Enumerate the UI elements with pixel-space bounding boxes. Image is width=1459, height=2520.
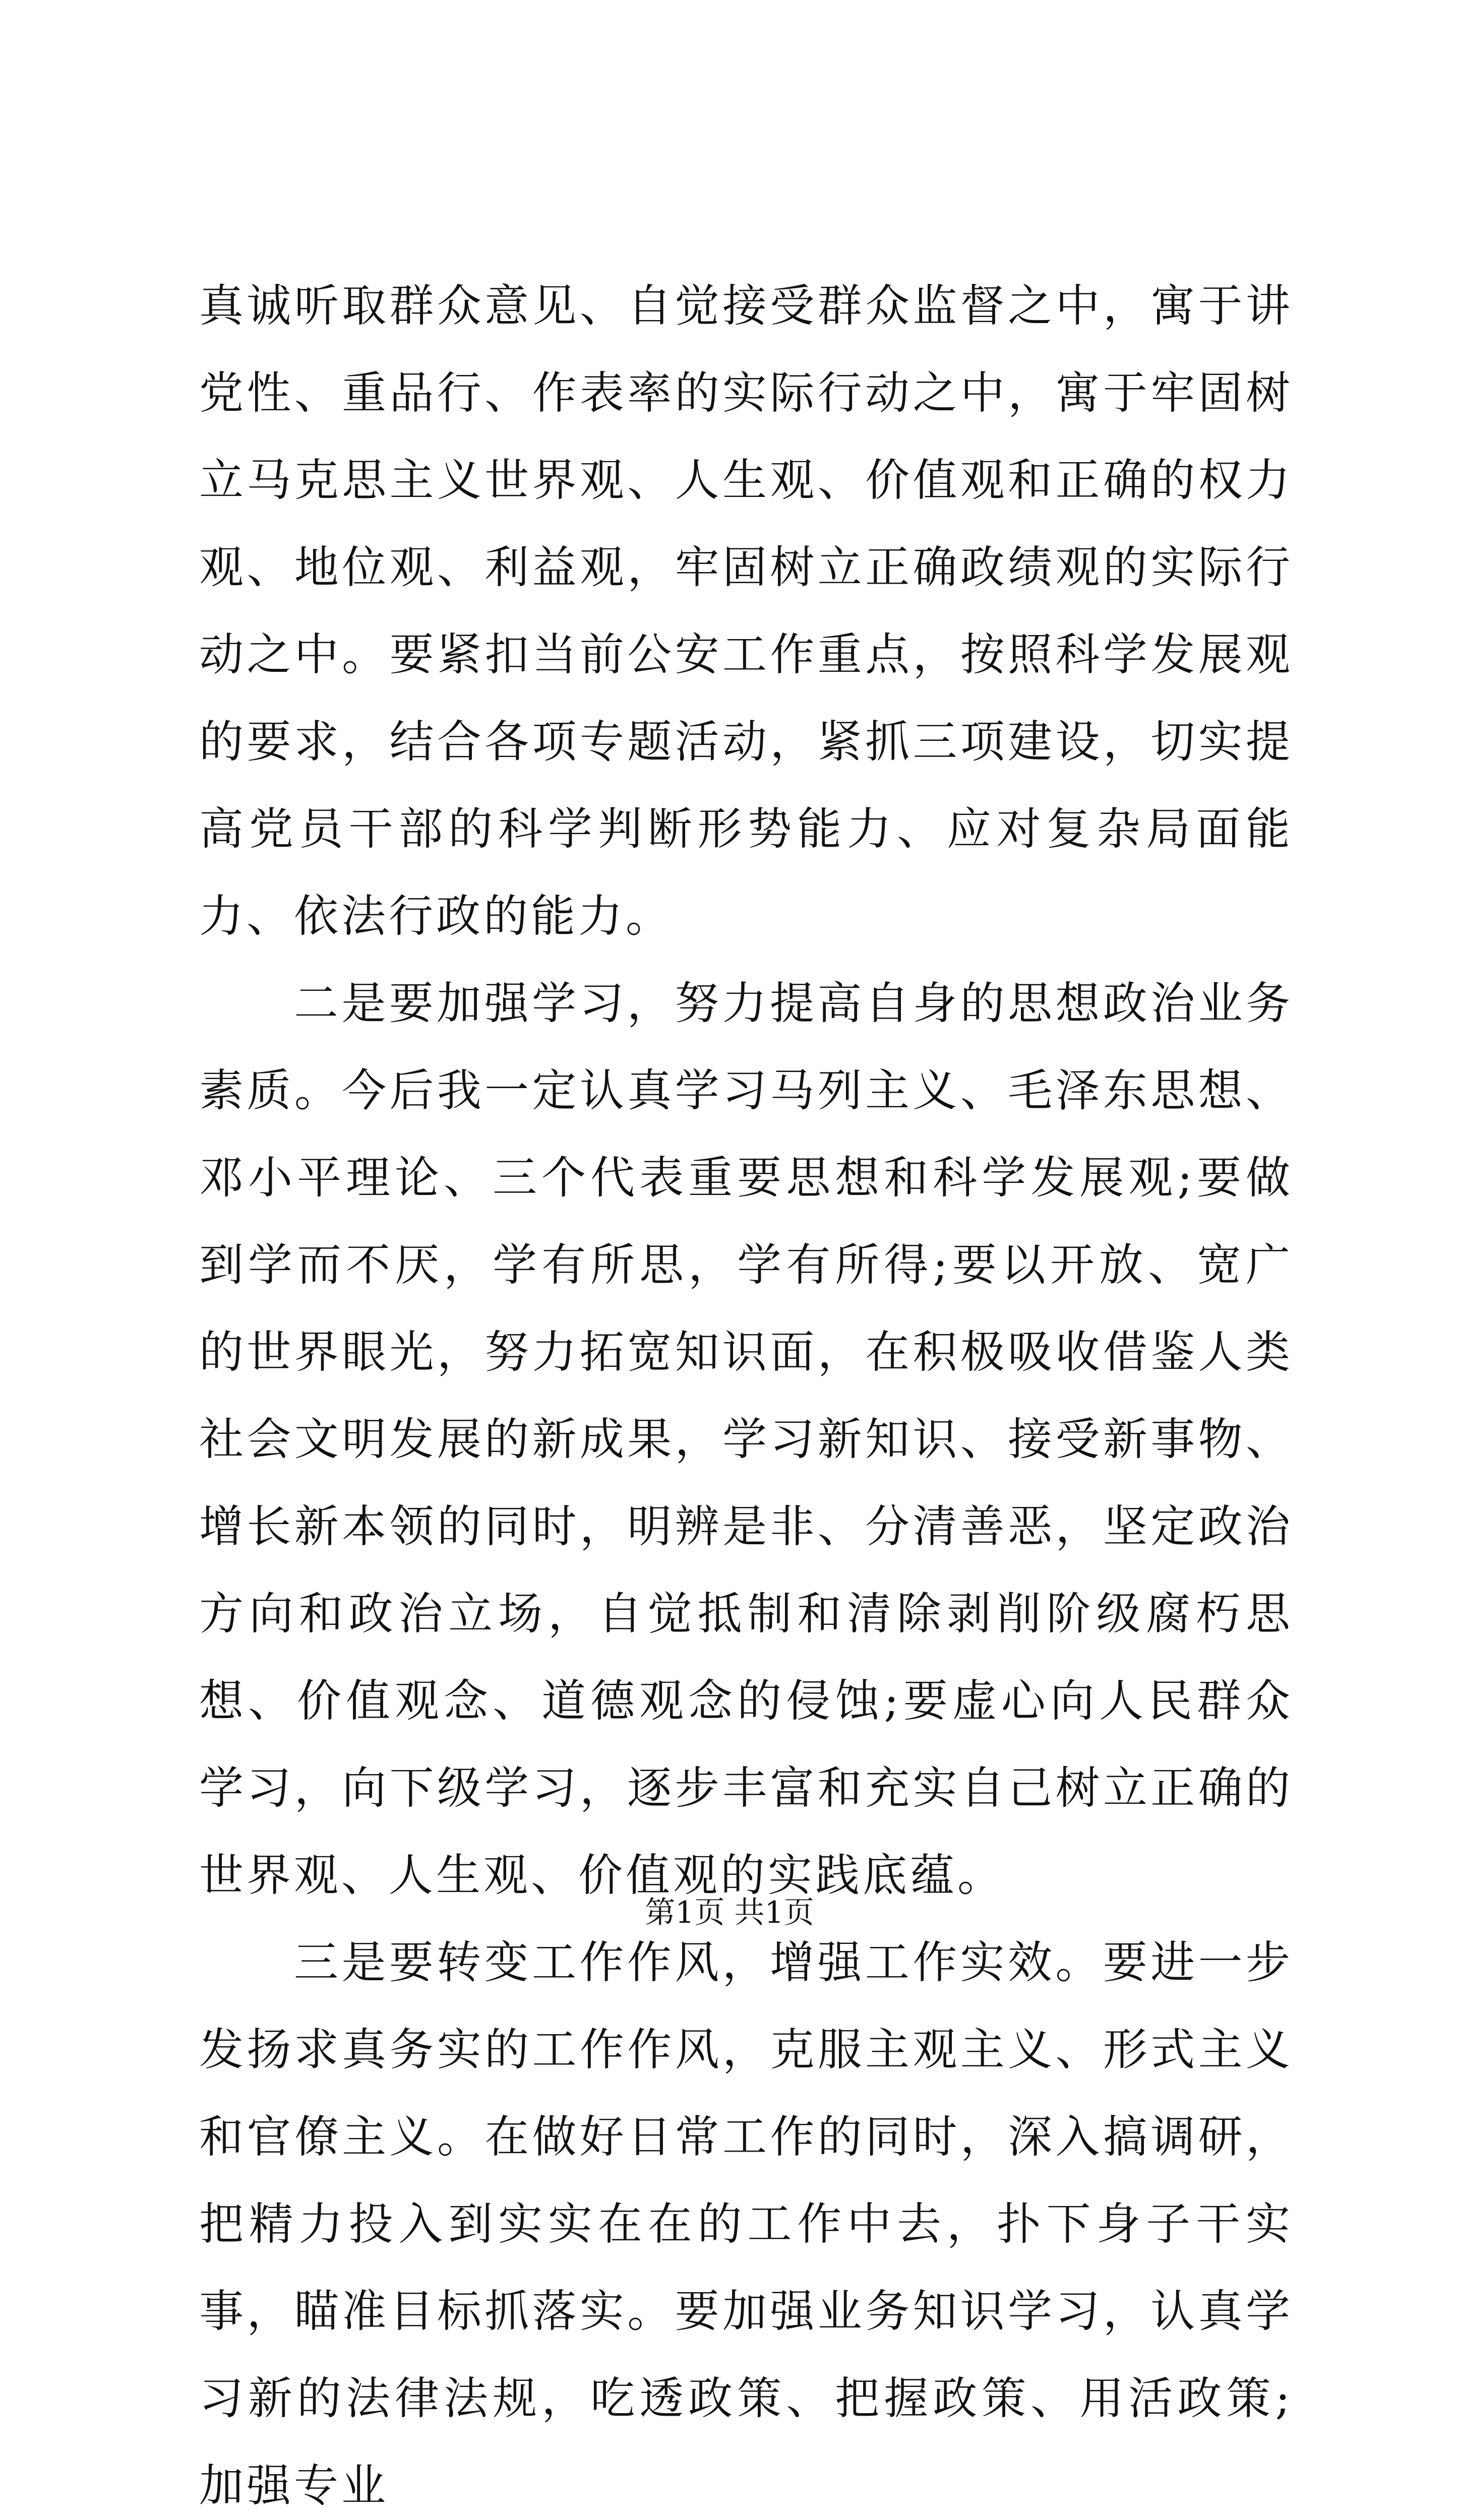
paragraph-1: 真诚听取群众意见、自觉接受群众监督之中，寓于讲党性、重品行、作表率的实际行动之中，寓于牢固树立马克思主义世界观、人生观、价值观和正确的权力观、地位观、利益观，牢固树立正确政绩观的实际行动之中。要紧扣当前公安工作重点，按照科学发展观的要求，结合各项专题活动，紧抓三项建设，切实提高党员干部的科学判断形势能力、应对复杂局面能力、依法行政的能力。 (199, 280, 1293, 942)
paragraph-3: 三是要转变工作作风，增强工作实效。要进一步发扬求真务实的工作作风，克服主观主义、形式主义和官僚主义。在做好日常工作的同时，深入搞调研，把精力投入到实实在在的工作中去，扑下身子干实事，瞄准目标抓落实。要加强业务知识学习，认真学习新的法律法规，吃透政策、把握政策、用活政策;加强专业 (199, 1936, 1293, 2511)
page-footer: 第1页 共1页 (645, 1895, 814, 1930)
paragraph-2: 二是要加强学习，努力提高自身的思想政治业务素质。今后我一定认真学习马列主义、毛泽东思想、邓小平理论、三个代表重要思想和科学发展观;要做到学而不厌，学有所思，学有所得;要以开放、宽广的世界眼光，努力拓宽知识面，在积极吸收借鉴人类社会文明发展的新成果，学习新知识、接受新事物、增长新本领的同时，明辨是非、分清善恶，坚定政治方向和政治立场，自觉抵制和清除剥削阶级腐朽思想、价值观念、道德观念的侵蚀;要虚心向人民群众学习，向下级学习，逐步丰富和充实自己树立正确的世界观、人生观、价值观的实践底蕴。 (199, 977, 1293, 1901)
document-body (199, 262, 1293, 2520)
